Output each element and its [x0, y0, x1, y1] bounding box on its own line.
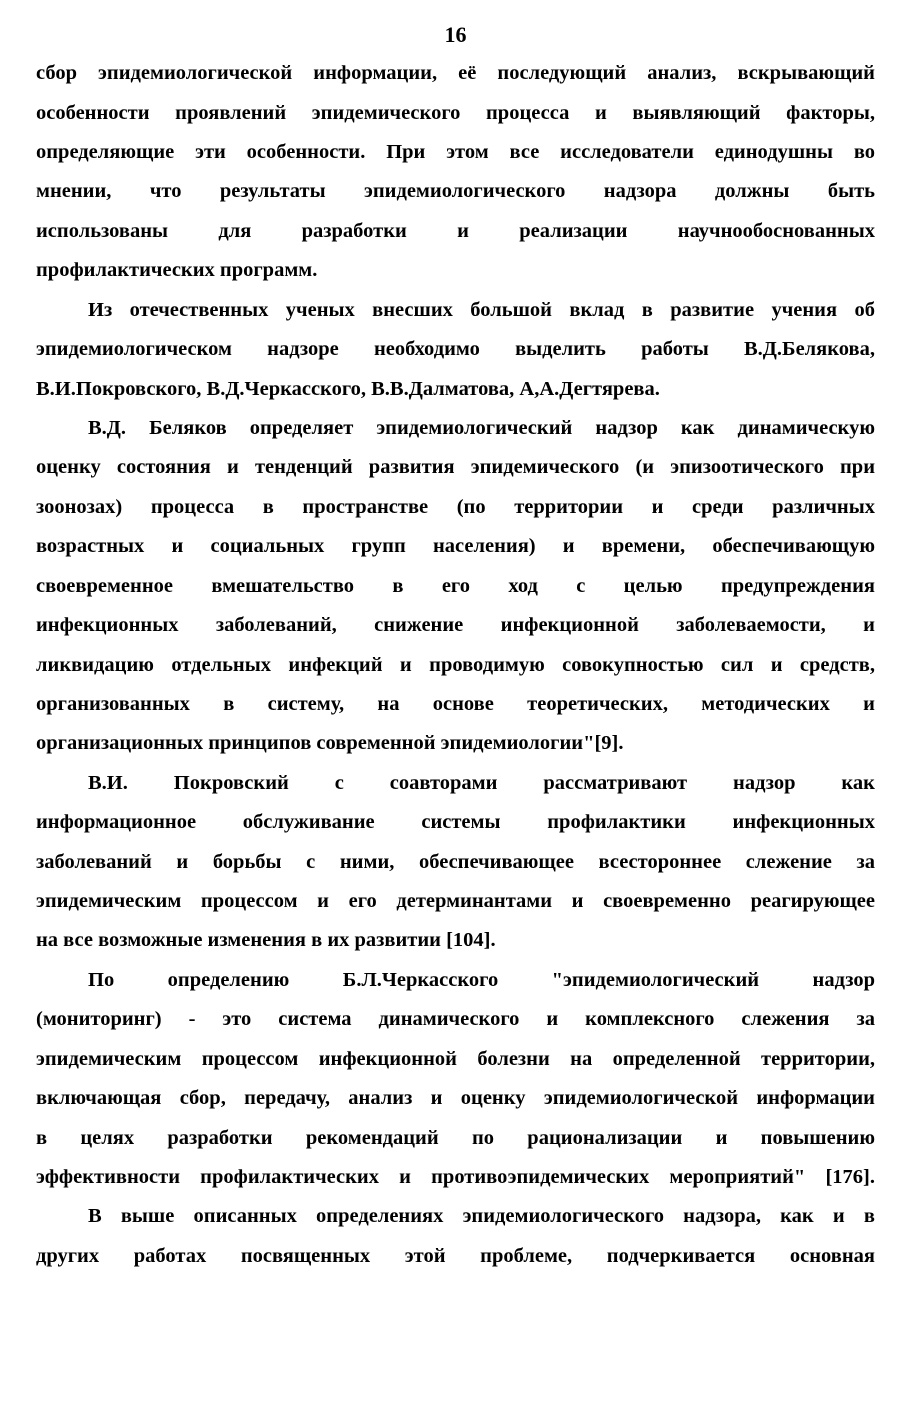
text-line: В выше описанных определениях эпидемиологического надзора, как и в — [88, 1205, 875, 1227]
text-line: включающая сбор, передачу, анализ и оценку эпидемиологической информации — [36, 1087, 875, 1109]
text-line: определяющие эти особенности. При этом все исследователи единодушны во — [36, 141, 875, 163]
text-line: других работах посвященных этой проблеме, подчеркивается основная — [36, 1245, 875, 1267]
text-line: в целях разработки рекомендаций по рационализации и повышению — [36, 1127, 875, 1149]
text-line: зоонозах) процесса в пространстве (по территории и среди различных — [36, 496, 875, 518]
text-line: профилактических программ. — [36, 259, 318, 281]
text-line: организационных принципов современной эпидемиологии"[9]. — [36, 732, 624, 754]
text-line: Из отечественных ученых внесших большой вклад в развитие учения об — [88, 299, 875, 321]
text-line: на все возможные изменения в их развитии [104]. — [36, 929, 496, 951]
text-line: возрастных и социальных групп населения) и времени, обеспечивающую — [36, 535, 875, 557]
text-line: информационное обслуживание системы профилактики инфекционных — [36, 811, 875, 833]
text-line: В.И. Покровский с соавторами рассматривают надзор как — [88, 772, 875, 794]
text-line: В.И.Покровского, В.Д.Черкасского, В.В.Далматова, А,А.Дегтярева. — [36, 378, 660, 400]
text-line: ликвидацию отдельных инфекций и проводимую совокупностью сил и средств, — [36, 654, 875, 676]
page-number: 16 — [444, 22, 467, 47]
text-line: эпидемиологическом надзоре необходимо выделить работы В.Д.Белякова, — [36, 338, 875, 360]
text-line: особенности проявлений эпидемического процесса и выявляющий факторы, — [36, 102, 875, 124]
text-line: оценку состояния и тенденций развития эпидемического (и эпизоотического при — [36, 456, 875, 478]
text-line: инфекционных заболеваний, снижение инфекционной заболеваемости, и — [36, 614, 875, 636]
text-line: По определению Б.Л.Черкасского "эпидемиологический надзор — [88, 969, 875, 991]
text-line: эпидемическим процессом инфекционной болезни на определенной территории, — [36, 1048, 875, 1070]
text-line: мнении, что результаты эпидемиологического надзора должны быть — [36, 180, 875, 202]
text-line: организованных в систему, на основе теоретических, методических и — [36, 693, 875, 715]
text-line: (мониторинг) - это система динамического и комплексного слежения за — [36, 1008, 875, 1030]
text-line: заболеваний и борьбы с ними, обеспечивающее всестороннее слежение за — [36, 851, 875, 873]
text-line: своевременное вмешательство в его ход с целью предупреждения — [36, 575, 875, 597]
text-line: использованы для разработки и реализации научнообоснованных — [36, 220, 875, 242]
text-line: эффективности профилактических и противоэпидемических мероприятий" [176]. — [36, 1166, 875, 1188]
text-line: эпидемическим процессом и его детерминантами и своевременно реагирующее — [36, 890, 875, 912]
text-line: сбор эпидемиологической информации, её последующий анализ, вскрывающий — [36, 62, 875, 84]
text-line: В.Д. Беляков определяет эпидемиологический надзор как динамическую — [88, 417, 875, 439]
